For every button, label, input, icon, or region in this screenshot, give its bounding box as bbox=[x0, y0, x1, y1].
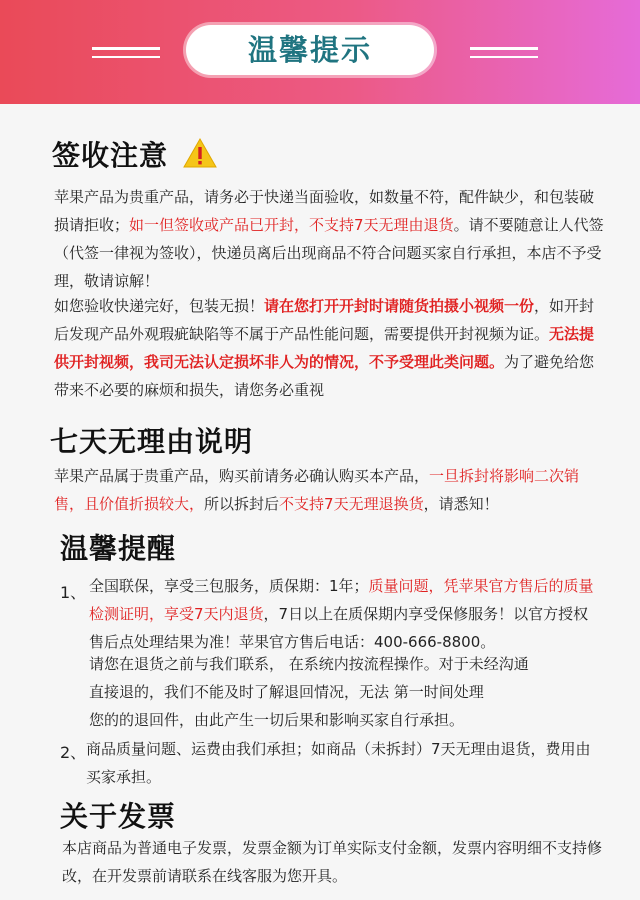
section-seven-days bbox=[50, 420, 610, 460]
highlight-text: 一旦拆封将影响二次销售，且价值折损较大， bbox=[54, 467, 580, 513]
highlight-text: 质量问题，凭苹果官方售后的质量检测证明，享受7天内退货 bbox=[89, 577, 594, 623]
section-sign-para1 bbox=[54, 183, 604, 295]
warning-triangle-icon bbox=[182, 137, 218, 176]
list-number: 1、 bbox=[60, 583, 87, 602]
paragraph: 苹果产品属于贵重产品，购买前请务必确认购买本产品，一旦拆封将影响二次销售，且价值折损较大，所以拆封后不支持7天无理退换货，请悉知！ bbox=[54, 467, 580, 513]
highlight-text: 请在您打开开封时请随货拍摄小视频一份 bbox=[264, 297, 535, 315]
list-item-2: 商品质量问题、运费由我们承担；如商品（未拆封）7天无理由退货，费用由买家承担。 bbox=[86, 740, 591, 786]
list-item-1: 全国联保，享受三包服务，质保期：1年；质量问题，凭苹果官方售后的质量检测证明，享受7天内退货，7日以上在质保期内享受保修服务！以官方授权售后点处理结果为准！苹果官方售后电话：400-666-8800。 bbox=[89, 577, 594, 651]
paragraph: 如您验收快递完好，包装无损！请在您打开开封时请随货拍摄小视频一份，如开封后发现产品外观瑕疵缺陷等不属于产品性能问题，需要提供开封视频为证。无法提供开封视频，我司无法认定损坏非人为的情况，不予受理此类问题。为了避免给您带来不必要的麻烦和损失，请您务必重视 bbox=[54, 297, 595, 399]
highlight-text: 如一但签收或产品已开封，不支持7天无理由退货 bbox=[129, 216, 454, 234]
section-title: 七天无理由说明 bbox=[50, 425, 254, 458]
decorative-line-right bbox=[470, 47, 538, 50]
section-title bbox=[52, 134, 612, 176]
section-sign-para2 bbox=[54, 292, 604, 404]
section-sign-notice bbox=[52, 134, 612, 176]
highlight-text: 无法提供开封视频，我司无法认定损坏非人为的情况，不予受理此类问题。 bbox=[54, 325, 595, 371]
list-number: 2、 bbox=[60, 743, 87, 762]
list-item-1-line: 直接退的，我们不能及时了解退回情况，无法 第一时间处理 bbox=[89, 683, 484, 701]
section-invoice bbox=[60, 795, 620, 835]
section-reminder bbox=[60, 527, 620, 567]
highlight-text: 不支持7天无理退换货 bbox=[279, 495, 424, 513]
decorative-line-right-thin bbox=[470, 56, 538, 58]
banner-title: 温馨提示 bbox=[186, 25, 434, 75]
section-title-text: 签收注意 bbox=[52, 139, 169, 172]
list-item-1-line: 请您在退货之前与我们联系， 在系统内按流程操作。对于未经沟通 bbox=[89, 655, 529, 673]
paragraph: 本店商品为普通电子发票，发票金额为订单实际支付金额，发票内容明细不支持修改，在开发票前请联系在线客服为您开具。 bbox=[62, 839, 603, 885]
paragraph: 苹果产品为贵重产品，请务必于快递当面验收，如数量不符，配件缺少，和包装破损请拒收；如一但签收或产品已开封，不支持7天无理由退货。请不要随意让人代签（代签一律视为签收），快递员离后出现商品不符合问题买家自行承担，本店不予受理，敬请谅解！ bbox=[54, 188, 604, 290]
section-seven-days-para bbox=[54, 462, 604, 518]
decorative-line-left-thin bbox=[92, 56, 160, 58]
section-title: 温馨提醒 bbox=[60, 532, 177, 565]
header-banner bbox=[0, 0, 640, 104]
list-item-1-line: 您的的退回件，由此产生一切后果和影响买家自行承担。 bbox=[89, 711, 465, 729]
section-title: 关于发票 bbox=[60, 800, 177, 833]
section-invoice-para bbox=[62, 834, 622, 890]
decorative-line-left bbox=[92, 47, 160, 50]
